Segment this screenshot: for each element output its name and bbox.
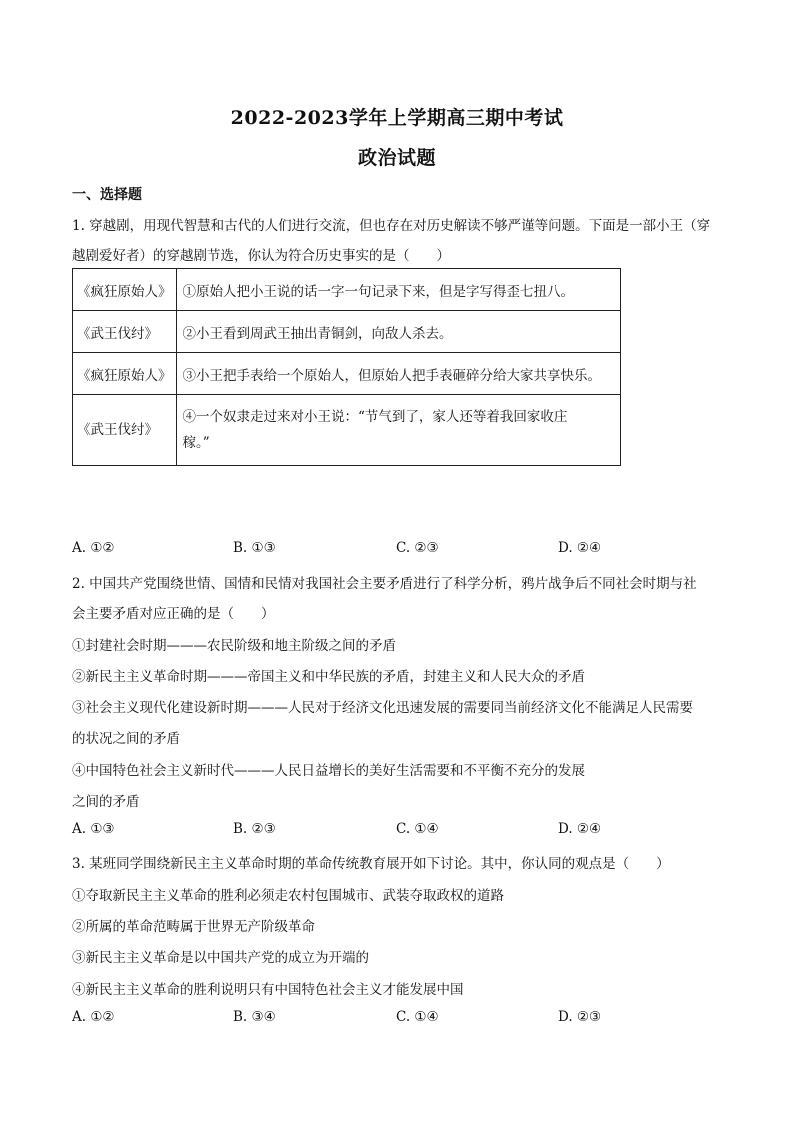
q1-option-b[interactable]: B. ①③ xyxy=(233,540,276,556)
table-cell-drama: 《疯狂原始人》 xyxy=(73,353,177,395)
q2-stem-line2: 会主要矛盾对应正确的是（ ） xyxy=(72,606,275,622)
q1-option-c[interactable]: C. ②③ xyxy=(396,540,439,556)
q3-option-a[interactable]: A. ①② xyxy=(72,1009,115,1025)
table-cell-text xyxy=(176,395,621,466)
q2-option-b[interactable]: B. ②③ xyxy=(233,821,276,837)
table-cell-text-line2: 稼。” xyxy=(182,435,210,451)
q2-stem-line1: 2. 中国共产党围绕世情、国情和民情对我国社会主要矛盾进行了科学分析，鸦片战争后不同社会时期与社 xyxy=(72,576,697,592)
table-row xyxy=(73,353,621,395)
q1-option-d[interactable]: D. ②④ xyxy=(558,540,602,556)
table-row xyxy=(73,395,621,466)
q3-item: ④新民主主义革命的胜利说明只有中国特色社会主义才能发展中国 xyxy=(72,982,464,998)
q2-item: ④中国特色社会主义新时代———人民日益增长的美好生活需要和不平衡不充分的发展 xyxy=(72,763,585,779)
q1-stem-line1: 1. 穿越剧，用现代智慧和古代的人们进行交流，但也存在对历史解读不够严谨等问题。下面是一部小王（穿 xyxy=(72,218,711,234)
q3-option-d[interactable]: D. ②③ xyxy=(558,1009,602,1025)
q2-item: ②新民主主义革命时期———帝国主义和中华民族的矛盾，封建主义和人民大众的矛盾 xyxy=(72,669,585,685)
q1-stem-line2: 越剧爱好者）的穿越剧节选，你认为符合历史事实的是（ ） xyxy=(72,248,450,264)
table-row xyxy=(73,269,621,311)
section-heading: 一、选择题 xyxy=(72,187,142,203)
table-cell-text: ①原始人把小王说的话一字一句记录下来，但是字写得歪七扭八。 xyxy=(176,269,621,311)
table-row xyxy=(73,311,621,353)
page-subtitle: 政治试题 xyxy=(357,147,436,169)
table-cell-drama: 《疯狂原始人》 xyxy=(73,269,177,311)
q1-table xyxy=(72,268,621,466)
q2-item: ①封建社会时期———农民阶级和地主阶级之间的矛盾 xyxy=(72,638,396,654)
q2-option-a[interactable]: A. ①③ xyxy=(72,821,115,837)
q2-item: 之间的矛盾 xyxy=(72,794,140,810)
table-cell-text-line1: ④一个奴隶走过来对小王说：“节气到了，家人还等着我回家收庄 xyxy=(182,409,568,425)
table-cell-text: ②小王看到周武王抽出青铜剑，向敌人杀去。 xyxy=(176,311,621,353)
q3-item: ①夺取新民主主义革命的胜利必须走农村包围城市、武装夺取政权的道路 xyxy=(72,888,504,904)
q2-option-d[interactable]: D. ②④ xyxy=(558,821,602,837)
q3-item: ③新民主主义革命是以中国共产党的成立为开端的 xyxy=(72,950,369,966)
q3-option-c[interactable]: C. ①④ xyxy=(396,1009,439,1025)
q2-option-c[interactable]: C. ①④ xyxy=(396,821,439,837)
q3-option-b[interactable]: B. ③④ xyxy=(233,1009,276,1025)
page-title: 2022-2023学年上学期高三期中考试 xyxy=(230,107,564,129)
q2-item: 的状况之间的矛盾 xyxy=(72,731,180,747)
table-cell-drama: 《武王伐纣》 xyxy=(73,395,177,466)
q3-stem: 3. 某班同学围绕新民主主义革命时期的革命传统教育展开如下讨论。其中，你认同的观点是（ ） xyxy=(72,856,670,872)
q3-item: ②所属的革命范畴属于世界无产阶级革命 xyxy=(72,919,315,935)
table-cell-text: ③小王把手表给一个原始人，但原始人把手表砸碎分给大家共享快乐。 xyxy=(176,353,621,395)
q2-item: ③社会主义现代化建设新时期———人民对于经济文化迅速发展的需要同当前经济文化不能满足人民需要 xyxy=(72,700,693,716)
q1-option-a[interactable]: A. ①② xyxy=(72,540,115,556)
table-cell-drama: 《武王伐纣》 xyxy=(73,311,177,353)
